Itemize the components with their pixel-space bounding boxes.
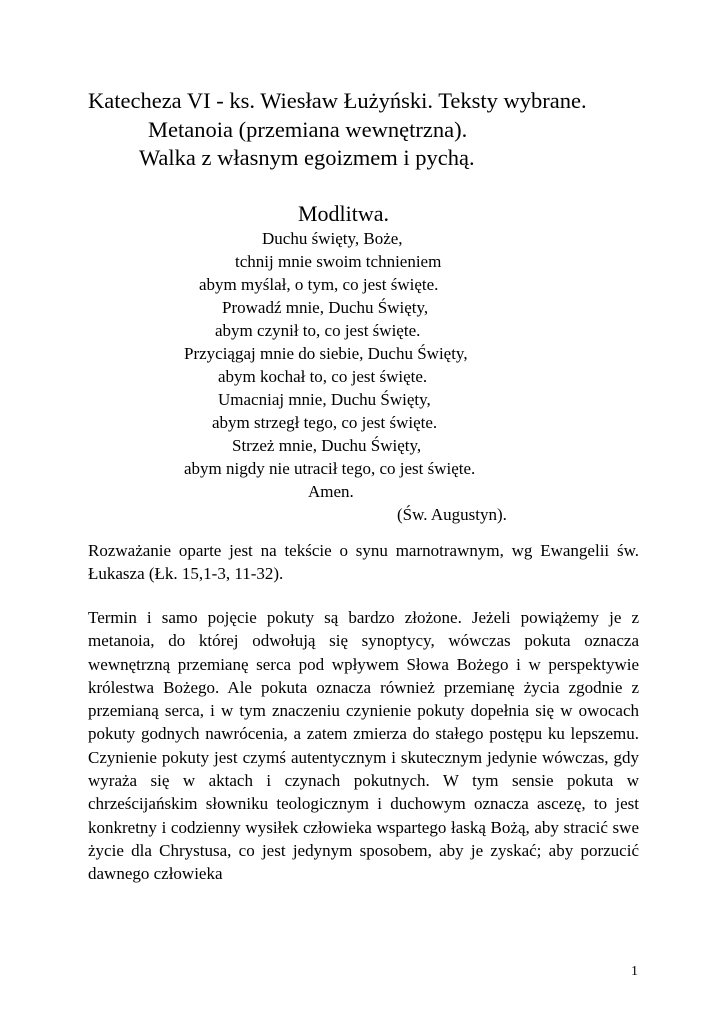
title-line-2: Metanoia (przemiana wewnętrzna). (148, 117, 468, 142)
prayer-line: abym czynił to, co jest święte. (215, 321, 421, 340)
prayer-line: Umacniaj mnie, Duchu Święty, (218, 390, 431, 409)
prayer-line: Prowadź mnie, Duchu Święty, (222, 298, 429, 317)
prayer-attribution: (Św. Augustyn). (397, 505, 507, 524)
prayer-line: Amen. (308, 482, 354, 501)
body-paragraph-1: Rozważanie oparte jest na tekście o synu marnotrawnym, wg Ewangelii św. Łukasza (Łk. 15,1-3, 11-32). (88, 541, 639, 584)
title-line-1: Katecheza VI - ks. Wiesław Łużyński. Teksty wybrane. (88, 88, 587, 113)
prayer-line: abym nigdy nie utracił tego, co jest święte. (184, 459, 476, 478)
prayer-line: abym kochał to, co jest święte. (218, 367, 428, 386)
prayer-line: abym myślał, o tym, co jest święte. (199, 275, 439, 294)
prayer-line: tchnij mnie swoim tchnieniem (235, 252, 442, 271)
prayer-line: Duchu święty, Boże, (262, 229, 403, 248)
prayer-line: Przyciągaj mnie do siebie, Duchu Święty, (184, 344, 468, 363)
prayer-heading: Modlitwa. (297, 201, 390, 226)
title-line-3: Walka z własnym egoizmem i pychą. (139, 145, 475, 170)
page-number: 1 (631, 964, 638, 979)
prayer-line: abym strzegł tego, co jest święte. (212, 413, 438, 432)
body-paragraph-2: Termin i samo pojęcie pokuty są bardzo złożone. Jeżeli powiążemy je z metanoia, do której odwołują się synoptycy, wówczas pokuta oznacza wewnętrzną przemianę serca pod wpływem Słowa Bożego i w perspektywie królestwa Bożego. Ale pokuta oznacza również przemianę życia zgodnie z przemianą serca, i w tym znaczeniu czynienie pokuty dopełnia się w owocach pokuty godnych nawrócenia, a zatem zmierza do stałego postępu ku lepszemu. Czynienie pokuty jest czymś autentycznym i skutecznym jedynie wówczas, gdy wyraża się w aktach i czynach pokutnych. W tym sensie pokuta w chrześcijańskim słowniku teologicznym i duchowym oznacza ascezę, to jest konkretny i codzienny wysiłek człowieka wspartego łaską Bożą, aby stracić swe życie dla Chrystusa, co jest jedynym sposobem, aby je zyskać; aby porzucić dawnego człowieka (88, 608, 639, 884)
prayer-line: Strzeż mnie, Duchu Święty, (232, 436, 422, 455)
